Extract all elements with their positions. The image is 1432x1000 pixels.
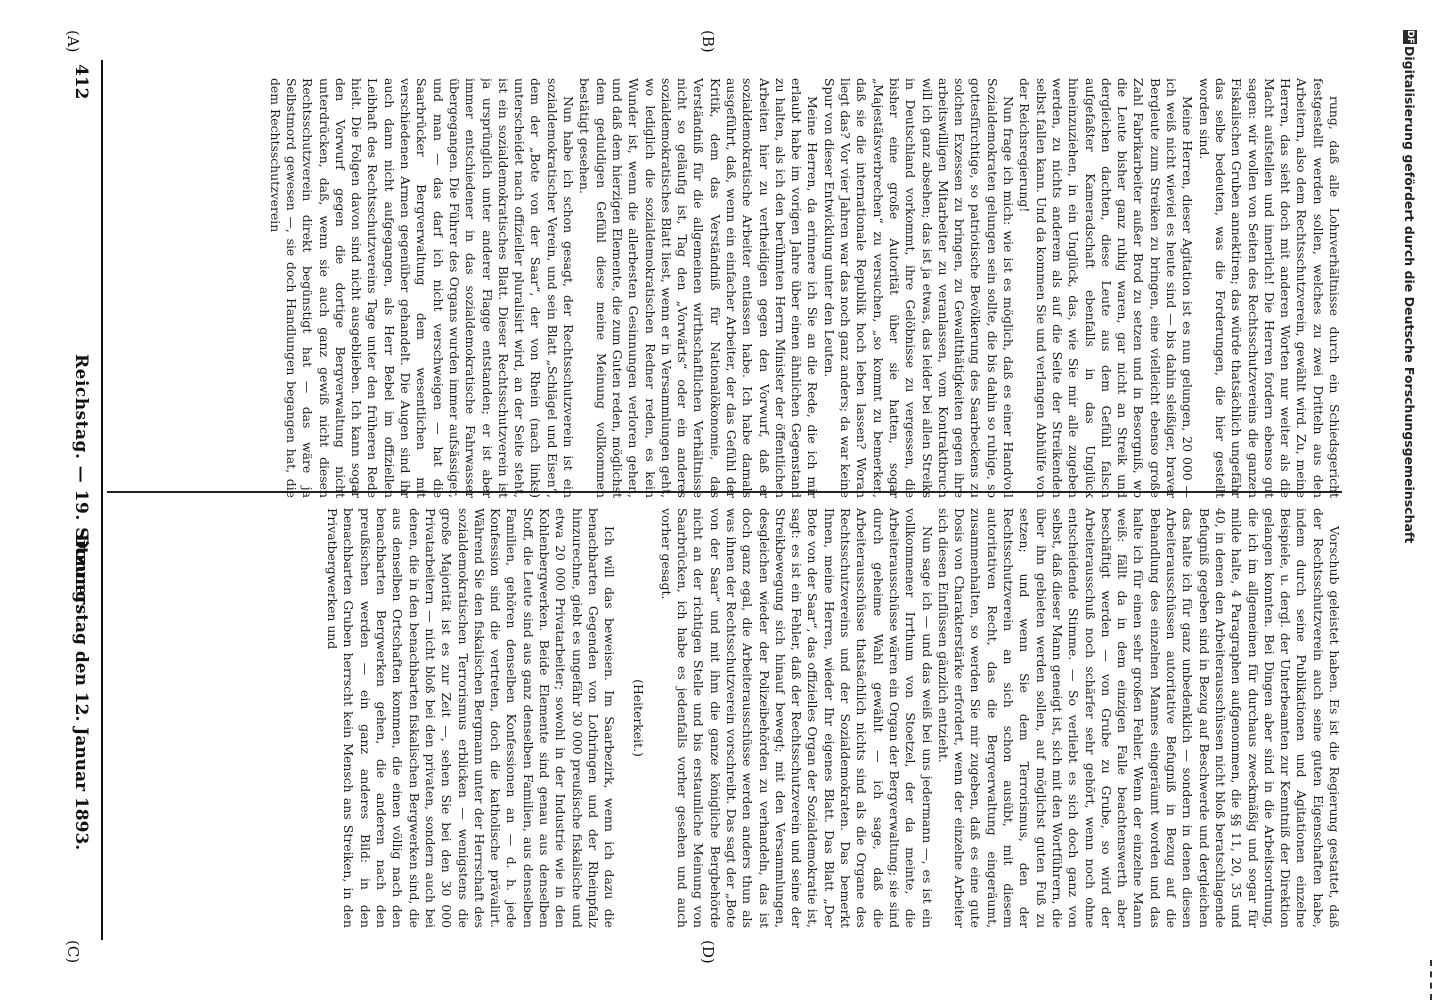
paragraph: Nun sage ich — und das weiß bei uns jedermann —, es ist ein vollkommener Irrthum von Stoetzel, der da meinte, die Arbeiterausschüsse wären ein Organ der Bergverwaltung; sie sind durch geheime Wahl gewählt — ich sage, daß die Arbeiterausschüsse thatsächlich nichts sind als die Organe des Rechtsschutzvereins und der Sozialdemokraten. Das bemerkt Ihnen, meine Herren, wieder Ihr eigenes Blatt. Das Blatt „Der Bote von der Saar“, das offizielles Organ der Sozialdemokratie ist, sagt: es ist ein Fehler, daß der Rechtsschutzverein und seine der Streikbewegung sich hinauf bewegt; mit den Versammlungen, desgleichen wieder der Polizeibehörden zu verhandeln, das ist doch ganz egal, die Arbeiterausschüsse werden anders thun als was ihnen der Rechtsschutzverein vorschreibt. Das sagt der „Bote von der Saar“ und mit ihm die ganze königliche Bergbehörde nicht an der richtigen Stelle und bis erstaunliche Meinung von Saarbrücken, ich habe es jedenfalls vorher gesehen und auch vorher gesagt. [658, 508, 935, 928]
paragraph: rung, daß alle Lohnverhältnisse durch ein Schiedsgericht festgestellt werden sollen, welches zu zwei Dritteln aus den Arbeitern, also dem Rechtsschutzverein, gewählt wird. Zu, meine Herren, das sieht doch mit anderen Worten nur weiter als die Macht aufstellen und innerlich! Die Herren fordern ebenso gut sagen: wir wollen von Seiten des Rechtsschutzvereins die ganzen Fiskalischen Gruben annektiren; das würde thatsächlich ungefähr das selbe bedeuten, was die Forderungen, die hier gestellt worden sind. [1196, 78, 1342, 498]
paragraph: Nun habe ich schon gesagt, der Rechtsschutzverein ist ein sozialdemokratischer Verein, und sein Blatt „Schlägel und Eisen“, dem der „Bote von der Saar“, der von Rhein (nach links) unterscheidet nach offizieller pluralisirt wird, an der Seite steht, ist ein sozialdemokratisches Blatt. Dieser Rechtsschutzverein ist ja ursprünglich unter anderer Flagge entstanden; er ist aber immer entschiedener in das sozialdemokratische Fahrwasser übergegangen. Die Führer des Organs wurden immer aufsässiger, und man — das darf ich nicht verschweigen — hat die Saarbrücker Bergverwaltung dem wesentlichen mit verschiedenen Armen gegenüber gehandelt. Die Augen sind ihr auch dann nicht aufgegangen, als Herr Bebel im offiziellen Leibhaft des Rechtsschutzvereins Tage unter den früheren Rede hielt. Die Folgen davon sind nicht ausgeblieben. Ich kann sogar den Vorwurf gegen die dortige Bergverwaltung nicht unterdrücken, daß, wenn sie auch ganz gewiß nicht diesen Rechtsschutzverein direkt begünstigt hat — das wäre ja Selbstmord gewesen —, sie doch Handlungen begangen hat, die dem Rechtsschutzverein [267, 78, 577, 498]
digitization-credit-text: Digitalisierung gefördert durch die Deutsche Forschungsgemeinschaft [1402, 46, 1417, 544]
paragraph: Nun frage ich mich: wie ist es möglich, daß es einer Handvoll Sozialdemokraten gelungen sein sollte, die bis dahin so ruhige, so gottesfürchtige, so patriotische Bevölkerung des Saarbeckens zu solchen Exzessen zu bringen, zu Gewaltthätigkeiten gegen ihre arbeitswilligen Mitarbeiter zu veranlassen, vom Kontraktbruch will ich ganz absehen; das ist ja etwas, das leider bei allen Streiks in Deutschland vorkommt, ihre Gelöbnisse zu vergessen, die bisher eine große Autorität über sie hatten, sogar „Majestätsverbrechen“ zu versuchen, „so kommt zu bemerken, daß sie die internationale Republik hoch leben lassen? Woran liegt das? Vor vier Jahren war das noch ganz anders; da war keine Spur von dieser Entwicklung unter den Leuten. [821, 78, 1017, 498]
margin-letter-b: (B) [699, 30, 717, 53]
paragraph: Meine Herren, da erinnere ich Sie an die Rede, die ich mir erlaubt habe im vorigen Jahre über einen ähnlichen Gegenstand zu halten, als ich den berühmten Herrn Minister der öffentlichen Arbeiten hier zu vertheidigen gegen den Vorwurf, daß er sozialdemokratische Arbeiter entlassen habe. Ich habe damals ausgeführt, daß, wenn ein einfacher Arbeiter, der das Gefühl der Kritik, dem das Verständniß für Nationalökonomie, das Verständniß für die allgemeinen wirthschaftlichen Verhältnisse nicht so geläufig ist, Tag den „Vorwärts“ oder ein anderes sozialdemokratisches Blatt liest, wenn er in Versammlungen geht, wo lediglich die sozialdemokratischen Redner reden, es kein Wunder ist, wenn die allerbesten Gesinnungen verloren gehen, und daß dem hierzigen Elemente, die zum Guten reden, möglichst dem geduldigen Gefühl diese meine Meinung vollkommen bestätigt gesehen. [577, 78, 821, 498]
dfg-logo-icon: DFG [1405, 30, 1415, 52]
page-header [67, 14, 97, 974]
margin-letter-d: (D) [699, 940, 717, 964]
right-column [107, 508, 1342, 928]
margin-letter-a: (A) [64, 30, 82, 53]
margin-letter-c: (C) [64, 940, 82, 964]
digitization-credit [1398, 30, 1420, 970]
header-date: Donnerstag den 12. Januar 1893. [71, 534, 91, 851]
interjection-note: (Heiterkeit.) [630, 679, 646, 757]
paragraph: Meine Herren, dieser Agitation ist es nun gelungen, 20 000 — ich weiß nicht wieviel es heute sind — bis dahin sleißiger, braver Bergleute zum Streiken zu bringen, eine vielleicht ebenso große Zahl Fabrikarbeiter außer Brod zu setzen und in Besorgniß, wo die Leute bisher ganz ruhig waren, gar nicht an Streik und dergleichen dachten, diese Leute aus dem Gefühl falsch aufgefaßter Kameradschaft ebenfalls in das Unglück hineinzuziehen, in ein Unglück, das, wie Sie mir alle zugeben werden, zu nichts anderem als auf die Seite der Streikenden selbst fallen kann. Und da kommen Sie und verlangen Abhülfe von der Reichsregierung! [1017, 78, 1196, 498]
page-number: 412 [71, 64, 91, 100]
left-column [107, 78, 1342, 498]
header-title: Reichstag. — 19. Sitzung. [71, 354, 91, 610]
paragraph: Ich will das beweisen. Im Saarbezirk, wenn ich dazu die benachbarten Gegenden von Lothringen und der Rheinpfalz hinzurechne, giebt es ungefähr 30 000 preußische fiskalische und etwa 20 000 Privatarbeiter; sowohl in der Industrie wie in den Kohlenbergwerken. Beide Elemente sind genau aus denselben Stoff, die Leute sind aus ganz denselben Familien, aus denselben Familien, gehören denselben Konfessionen an — d. h. jede Konfession sind die vertreten, doch die katholische prävalirt. Während Sie den fiskalischen Bergmann unter der Herrschaft des sozialdemokratischen Terrorismus erblicken — wenigstens die große Majorität ist es zur Zeit —, sehen Sie bei den 30 000 Privatarbeitern — nicht bloß bei den privaten, sondern auch bei denen, die in den benachbarten fiskalischen Bergwerken sind, die aus denselben Ortschaften kommen, die einen völlig nach den benachbarten Bergwerken gehen, die anderen nach den preußischen werden — ein ganz anderes Bild: in den benachbarten Gruben herrscht kein Mensch ans Streiken, in den Privatbergwerken und [325, 508, 618, 928]
header-rule [101, 60, 103, 940]
paragraph: Vorschub geleistet haben. Es ist die Regierung gestattet, daß der Rechtsschutzverein auch seine guten Eigenschaften habe, indem durch seine Publikationen und Agitationen einzelne Beispiele, u. dergl. der Unterbeamten zur Kenntniß der Direktion gelangen konnten. Bei Dingen aber sind in die Arbeitsordnung, die ich im allgemeinen für durchaus zweckmäßig und sogar für milde halte, 4 Paragraphen aufgenommen, die §§ 11, 20, 35 und 40, in denen den Arbeiterausschüssen nicht bloß beratschlagende Befugniß gegeben sind in Bezug auf Beschwerde und dergleichen das halte ich für ganz unbedenklich — sondern in denen diesen Arbeiterausschüssen autoritative Befugniß in Bezug auf die Behandlung des einzelnen Mannes eingeräumt worden und das halte ich für einen sehr großen Fehler. Wenn der einzelne Mann weiß: fällt da in dem einzigen Falle beachtenswerth aber beschäftigt werden — von Grube zu Grube, so wird der Arbeiterausschuß noch schärfer sehr gehört, wenn noch ohne entscheidende Stimme. — So verliebt es sich doch ganz von selbst, daß dieser Mann geneigt ist, sich mit den Wortführern, die über ihn gebieten werden sollen, auf möglichst guten Fuß zu setzen; und wenn Sie dem Terrorismus, den der Rechtsschutzverein an sich schon ausübt, mit diesem autoritativen Recht, das die Bergverwaltung eingeräumt, zusammenhalten, so werden Sie mir zugeben, daß es eine gute Dosis von Charakterstärke erfordert, wenn der einzelne Arbeiter sich diesen Einflüssen gänzlich entzieht. [935, 508, 1342, 928]
scan-edge-mark [1422, 960, 1432, 1000]
